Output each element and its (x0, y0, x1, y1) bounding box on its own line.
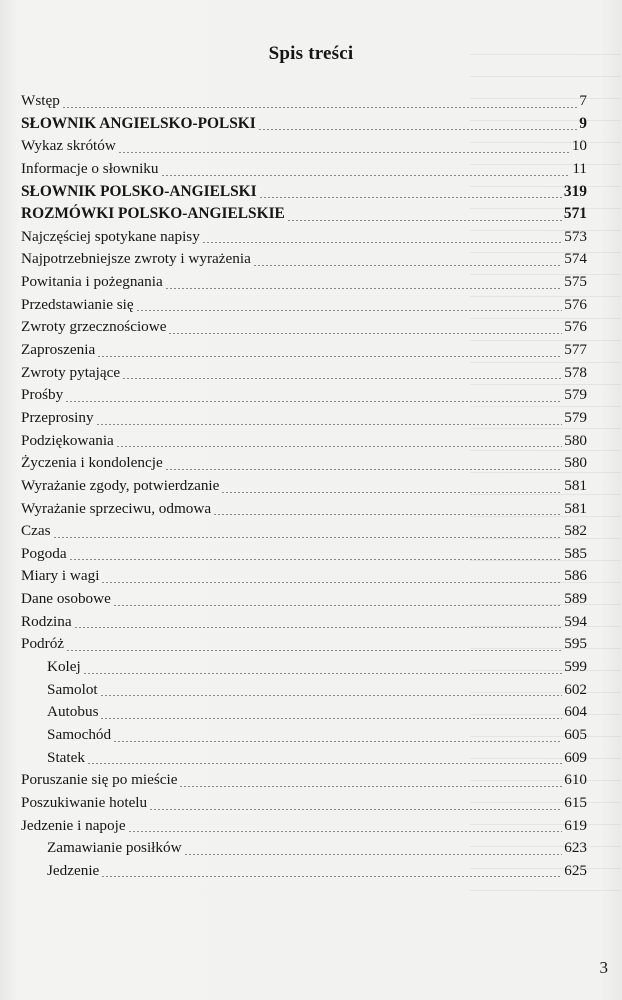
toc-entry-page: 580 (564, 454, 587, 472)
dot-leader (116, 446, 562, 447)
toc-entry-page: 580 (564, 431, 587, 449)
dot-leader (97, 356, 562, 357)
dot-leader (96, 424, 563, 425)
dot-leader (113, 605, 562, 606)
toc-entry (21, 837, 587, 860)
toc-entry-label: Najpotrzebniejsze zwroty i wyrażenia (21, 250, 251, 268)
dot-leader (100, 718, 562, 719)
toc-entry-page: 576 (564, 295, 587, 313)
dot-leader (118, 152, 570, 153)
dot-leader (113, 741, 562, 742)
dot-leader (202, 242, 562, 243)
toc-entry (21, 724, 587, 747)
toc-entry-label: Zwroty pytające (21, 363, 121, 381)
toc-entry-label: Wstęp (21, 92, 60, 109)
toc-entry (21, 113, 587, 136)
toc-entry-label: Najczęściej spotykane napisy (21, 227, 200, 245)
toc-entry (21, 181, 587, 204)
dot-leader (101, 876, 562, 877)
toc-entry (21, 430, 587, 453)
toc-entry (21, 520, 587, 543)
toc-entry-label: Poruszanie się po mieście (21, 771, 178, 789)
toc-entry-page: 576 (564, 318, 587, 336)
toc-entry (21, 565, 587, 588)
dot-leader (83, 673, 562, 674)
dot-leader (122, 378, 562, 379)
table-of-contents (21, 90, 587, 882)
toc-entry-page: 7 (579, 92, 587, 109)
toc-entry-label: Zwroty grzecznościowe (21, 318, 167, 336)
toc-entry-label: Wykaz skrótów (21, 137, 116, 155)
toc-entry (21, 747, 587, 770)
toc-entry-label: SŁOWNIK ANGIELSKO-POLSKI (21, 114, 256, 132)
toc-entry-label: Rodzina (21, 612, 72, 630)
toc-entry-label: Podziękowania (21, 431, 114, 449)
toc-entry (21, 769, 587, 792)
toc-entry (21, 362, 587, 385)
toc-entry-page: 599 (564, 658, 587, 676)
dot-leader (128, 831, 563, 832)
toc-entry-label: Poszukiwanie hotelu (21, 793, 148, 811)
toc-entry-page: 581 (564, 476, 587, 494)
toc-entry (21, 701, 587, 724)
toc-entry-page: 578 (564, 363, 587, 381)
dot-leader (168, 333, 562, 334)
toc-entry-label: Dane osobowe (21, 590, 111, 608)
dot-leader (100, 695, 563, 696)
toc-entry (21, 271, 587, 294)
toc-entry (21, 860, 587, 883)
toc-entry-page: 571 (563, 205, 587, 223)
toc-entry-label: Prośby (21, 386, 64, 404)
toc-entry-label: Jedzenie (47, 861, 100, 879)
toc-entry-label: Miary i wagi (21, 567, 100, 585)
toc-entry-label: Czas (21, 522, 51, 540)
toc-entry-page: 609 (564, 748, 587, 766)
toc-entry (21, 203, 587, 226)
toc-entry-page: 610 (564, 771, 587, 789)
toc-entry (21, 792, 587, 815)
dot-leader (259, 197, 562, 198)
dot-leader (253, 265, 562, 266)
toc-entry (21, 475, 587, 498)
toc-entry-label: Statek (47, 748, 85, 766)
toc-entry-label: Zamawianie posiłków (47, 839, 182, 857)
toc-entry-label: Autobus (47, 703, 99, 721)
toc-entry-label: SŁOWNIK POLSKO-ANGIELSKI (21, 182, 257, 200)
dot-leader (213, 514, 562, 515)
toc-entry (21, 135, 587, 158)
toc-entry (21, 226, 587, 249)
page-title: Spis treści (268, 43, 354, 64)
toc-entry-label: Samolot (47, 680, 98, 698)
dot-leader (179, 786, 562, 787)
toc-entry-label: Kolej (47, 658, 81, 676)
dot-leader (87, 763, 562, 764)
toc-entry-page: 605 (564, 725, 587, 743)
dot-leader (65, 401, 562, 402)
dot-leader (184, 854, 563, 855)
toc-entry (21, 611, 587, 634)
toc-entry-page: 573 (564, 227, 587, 245)
toc-entry-page: 9 (579, 114, 587, 132)
toc-entry (21, 588, 587, 611)
toc-entry-page: 594 (564, 612, 587, 630)
toc-entry-label: Jedzenie i napoje (21, 816, 126, 834)
toc-entry (21, 384, 587, 407)
page-number: 3 (599, 958, 608, 977)
toc-entry-page: 585 (564, 544, 587, 562)
dot-leader (221, 492, 562, 493)
toc-entry (21, 679, 587, 702)
toc-entry-label: Przeprosiny (21, 408, 94, 426)
dot-leader (62, 107, 577, 108)
toc-entry-page: 625 (564, 861, 587, 879)
dot-leader (69, 559, 563, 560)
dot-leader (74, 627, 563, 628)
toc-entry-page: 11 (572, 159, 587, 177)
toc-entry-page: 581 (564, 499, 587, 517)
toc-entry (21, 498, 587, 521)
toc-entry-label: Wyrażanie sprzeciwu, odmowa (21, 499, 212, 517)
dot-leader (165, 288, 563, 289)
toc-entry (21, 815, 587, 838)
dot-leader (258, 129, 577, 130)
toc-entry-label: Powitania i pożegnania (21, 273, 163, 291)
toc-entry-page: 579 (564, 386, 587, 404)
toc-entry-page: 604 (564, 703, 587, 721)
toc-entry-label: Życzenia i kondolencje (21, 454, 163, 472)
dot-leader (66, 650, 562, 651)
toc-entry-page: 579 (564, 408, 587, 426)
toc-entry-page: 586 (564, 567, 587, 585)
toc-entry-page: 582 (564, 522, 587, 540)
toc-entry-page: 319 (563, 182, 587, 200)
toc-entry-page: 575 (564, 273, 587, 291)
toc-entry-label: Pogoda (21, 544, 67, 562)
dot-leader (165, 469, 563, 470)
dot-leader (101, 582, 562, 583)
toc-entry-label: Podróż (21, 635, 65, 653)
toc-entry (21, 656, 587, 679)
toc-entry-page: 619 (564, 816, 587, 834)
toc-entry-label: ROZMÓWKI POLSKO-ANGIELSKIE (21, 205, 285, 223)
toc-entry-page: 602 (564, 680, 587, 698)
toc-entry (21, 90, 587, 113)
toc-entry (21, 294, 587, 317)
dot-leader (161, 175, 571, 176)
dot-leader (287, 220, 562, 221)
toc-entry-label: Przedstawianie się (21, 295, 134, 313)
toc-entry (21, 158, 587, 181)
toc-entry-page: 615 (564, 793, 587, 811)
toc-entry (21, 407, 587, 430)
dot-leader (53, 537, 563, 538)
toc-entry-page: 577 (564, 341, 587, 359)
dot-leader (149, 809, 562, 810)
toc-entry-label: Zaproszenia (21, 341, 96, 359)
toc-entry-page: 595 (564, 635, 587, 653)
toc-entry (21, 316, 587, 339)
toc-entry (21, 452, 587, 475)
toc-entry-label: Wyrażanie zgody, potwierdzanie (21, 476, 220, 494)
toc-entry (21, 543, 587, 566)
toc-entry-label: Samochód (47, 725, 112, 743)
dot-leader (136, 310, 563, 311)
toc-entry-label: Informacje o słowniku (21, 159, 159, 177)
toc-entry-page: 589 (564, 590, 587, 608)
toc-entry-page: 10 (571, 137, 587, 155)
toc-entry-page: 574 (564, 250, 587, 268)
toc-entry-page: 623 (564, 839, 587, 857)
toc-entry (21, 339, 587, 362)
toc-entry (21, 633, 587, 656)
toc-entry (21, 248, 587, 271)
